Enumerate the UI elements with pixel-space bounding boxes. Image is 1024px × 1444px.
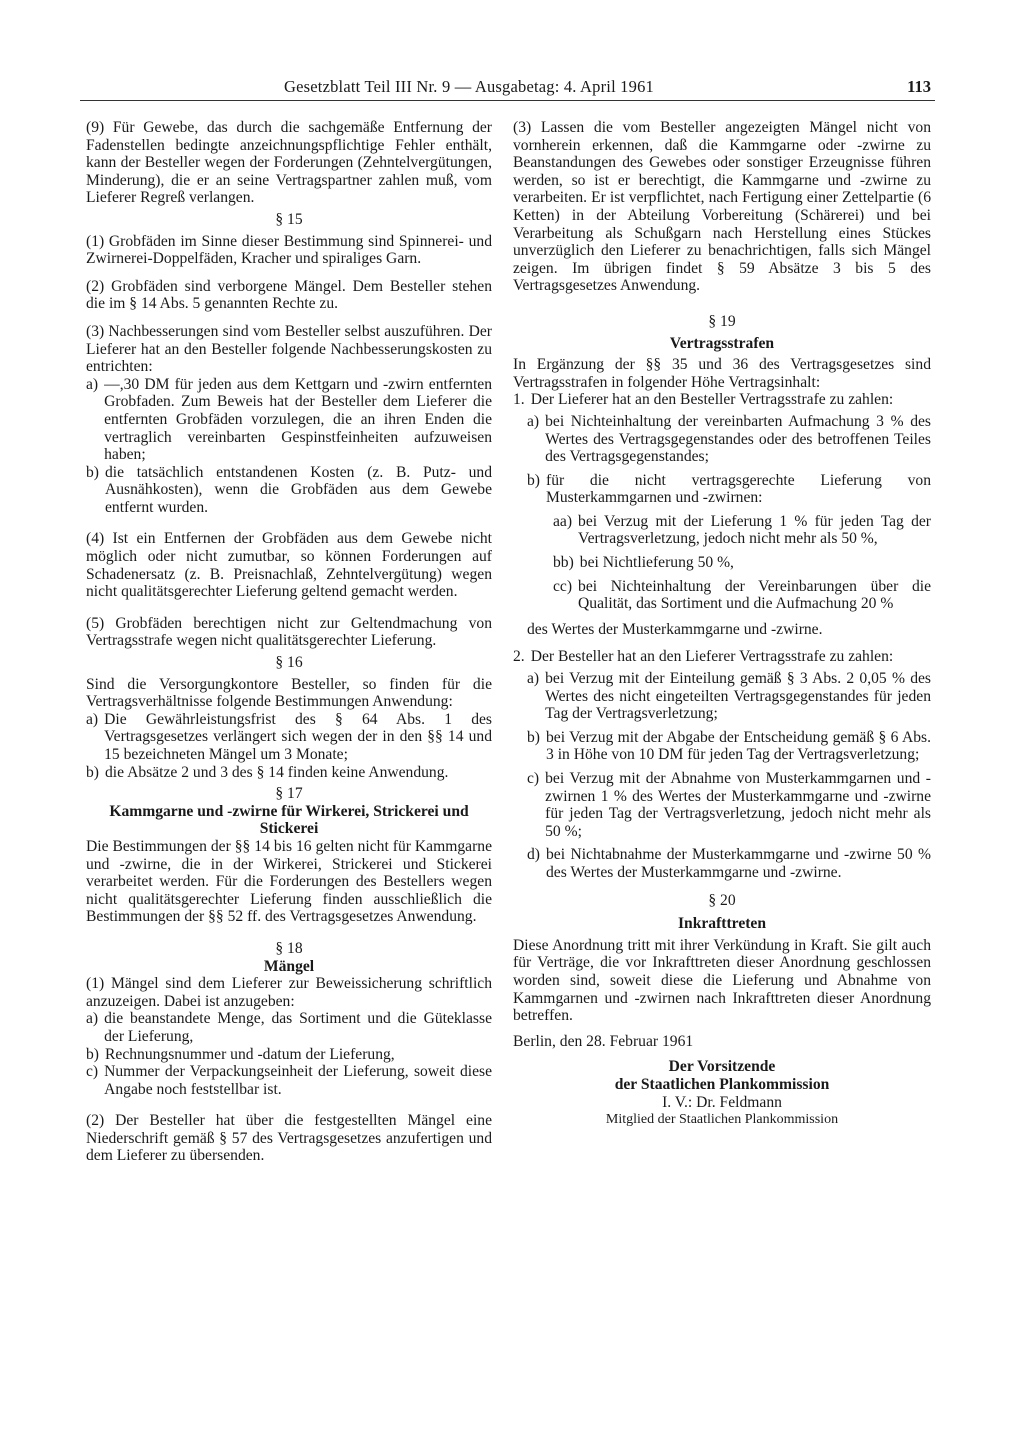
date-line: Berlin, den 28. Februar 1961 xyxy=(513,1032,694,1050)
list-item xyxy=(513,770,931,840)
section-20-title: Inkrafttreten xyxy=(677,915,767,933)
list-text: für die nicht vertragsgerechte Lieferung von Musterkammgarnen und -zwirnen: xyxy=(546,471,931,507)
signature-title: Der Vorsitzende xyxy=(668,1058,776,1076)
list-item xyxy=(513,648,931,666)
list-text: bei Nichtabnahme der Musterkammgarne und -zwirne 50 % des Wertes der Musterkammgarne und -zwirne. xyxy=(546,846,931,881)
section-heading-15: § 15 xyxy=(275,210,303,228)
signature-name: I. V.: Dr. Feldmann xyxy=(662,1093,782,1111)
section-15-paragraph-4: (4) Ist ein Entfernen der Grobfäden aus dem Gewebe nicht möglich oder nicht zumutbar, so können Forderungen auf Schadenersatz (z. B. Preisnachlaß, Zehntelvergütung) wegen nicht qualitätsgerechter Lieferung geltend gemacht werden. xyxy=(86,530,492,601)
section-15-paragraph-2: (2) Grobfäden sind verborgene Mängel. Dem Besteller stehen die im § 14 Abs. 5 genannten Rechte zu. xyxy=(86,277,492,313)
list-label: 2. xyxy=(513,648,525,666)
list-item xyxy=(513,554,931,572)
list-label: a) xyxy=(527,412,540,430)
list-text: die beanstandete Menge, das Sortiment und die Güteklasse der Lieferung, xyxy=(104,1010,492,1045)
list-item xyxy=(86,1046,492,1064)
section-15-paragraph-1: (1) Grobfäden im Sinne dieser Bestimmung sind Spinnerei- und Zwirnerei-Doppelfäden, Kracher und spiraliges Garn. xyxy=(86,232,492,268)
section-18-paragraph-3: (3) Lassen die vom Besteller angezeigten Mängel nicht von vornherein erkennen, daß die Kammgarne oder -zwirne zu Beanstandungen des Gewebes oder sonstiger Erzeugnisse führen werden, so ist er berechtigt, die Kammgarne und -zwirne zu verarbeiten. Er ist verpflichtet, nach Fertigung einer Zettelpartie (6 Ketten) in der Abteilung Vorbereitung (Schärerei) und bei Verarbeitung als Schußgarn nach Herstellung eines Stückes unverzüglich den Lieferer zu benachrichtigen, falls sich Mängel zeigen. Im übrigen findet § 59 Absätze 3 bis 5 des Vertragsgesetzes Anwendung. xyxy=(513,119,931,295)
section-16-intro: Sind die Versorgungkontore Besteller, so finden für die Vertragsverhältnisse folgende Bestimmungen Anwendung: xyxy=(86,675,492,711)
list-text: bei Verzug mit der Abgabe der Entscheidung gemäß § 6 Abs. 3 in Höhe von 10 DM für jeden Tag der Vertragsverletzung; xyxy=(546,728,931,764)
list-text: bei Nichteinhaltung der vereinbarten Aufmachung 3 % des Wertes des Vertragsgegenstandes oder des betroffenen Teiles des Vertragsgegenstandes; xyxy=(545,412,931,466)
list-item xyxy=(86,376,492,464)
list-item xyxy=(513,472,931,507)
list-text: Rechnungsnummer und -datum der Lieferung, xyxy=(105,1045,395,1063)
list-label: d) xyxy=(527,846,540,864)
list-text: Nummer der Verpackungseinheit der Lieferung, soweit diese Angabe noch feststellbar ist. xyxy=(104,1063,492,1098)
section-heading-19: § 19 xyxy=(708,312,736,330)
list-text: bei Verzug mit der Einteilung gemäß § 3 Abs. 2 0,05 % des Wertes des nicht eingeteilten Vertragsgegenstandes für jeden Tag der Vertragsverletzung; xyxy=(545,670,931,723)
section-18-paragraph-2: (2) Der Besteller hat über die festgestellten Mängel eine Niederschrift gemäß § 57 des Vertragsgesetzes anzufertigen und dem Lieferer zu übersenden. xyxy=(86,1112,492,1165)
list-item xyxy=(513,513,931,548)
list-text: Der Lieferer hat an den Besteller Vertragsstrafe zu zahlen: xyxy=(530,391,894,409)
left-column xyxy=(86,119,492,1165)
list-item xyxy=(513,391,931,409)
list-label: a) xyxy=(86,1010,99,1028)
section-heading-20: § 20 xyxy=(708,891,736,909)
list-label: 1. xyxy=(513,391,525,409)
gazette-title: Gesetzblatt Teil III Nr. 9 — Ausgabetag: 4. April 1961 xyxy=(284,77,654,96)
list-label: bb) xyxy=(553,554,574,572)
list-text: bei Nichteinhaltung der Vereinbarungen über die Qualität, das Sortiment und die Aufmachung 20 % xyxy=(578,577,931,613)
list-item xyxy=(513,846,931,881)
section-heading-16: § 16 xyxy=(275,654,303,672)
list-item xyxy=(86,1063,492,1098)
right-column xyxy=(513,119,931,1129)
list-label: aa) xyxy=(553,512,573,530)
list-item xyxy=(513,578,931,613)
list-item xyxy=(86,1010,492,1045)
section-15-paragraph-5: (5) Grobfäden berechtigen nicht zur Geltendmachung von Vertragsstrafe wegen nicht qualitätsgerechter Lieferung. xyxy=(86,614,492,650)
section-17-text: Die Bestimmungen der §§ 14 bis 16 gelten nicht für Kammgarne und -zwirne, die in der Wirkerei, Strickerei und Stickerei verarbeitet werden. Für die Forderungen des Bestellers wegen nicht qualitätsgerechter Lieferung finden ausschließlich die Bestimmungen der §§ 52 ff. des Vertragsgesetzes Anwendung. xyxy=(86,837,492,926)
paragraph-9: (9) Für Gewebe, das durch die sachgemäße Entfernung der Fadenstellen bedingte anzeichnungspflichtige Fehler enthält, kann der Besteller wegen der Forderungen (Zehntelvergütungen, Minderung), die er an seine Vertragspartner zahlen muß, vom Lieferer Regreß verlangen. xyxy=(86,119,492,207)
list-text: die Absätze 2 und 3 des § 14 finden keine Anwendung. xyxy=(105,763,449,781)
section-20-text: Diese Anordnung tritt mit ihrer Verkündung in Kraft. Sie gilt auch für Verträge, die vor Inkrafttreten dieser Anordnung geschlossen worden sind, soweit diese die Lieferung und Abnahme von Kammgarnen und -zwirnen nach Inkrafttreten dieser Anordnung betreffen. xyxy=(513,936,931,1025)
list-label: b) xyxy=(86,1045,99,1063)
list-label: b) xyxy=(527,728,540,746)
section-15-paragraph-3: (3) Nachbesserungen sind vom Besteller selbst auszuführen. Der Lieferer hat an den Besteller folgende Nachbesserungskosten zu entrichten: xyxy=(86,322,492,376)
list-text: bei Nichtlieferung 50 %, xyxy=(579,554,734,572)
list-label: b) xyxy=(86,763,99,781)
list-label: a) xyxy=(86,375,99,393)
page-header xyxy=(80,78,935,101)
list-item xyxy=(513,729,931,764)
list-label: c) xyxy=(527,770,540,787)
list-item xyxy=(86,464,492,517)
signature-office: der Staatlichen Plankommission xyxy=(614,1075,830,1093)
list-item xyxy=(513,413,931,466)
list-text: Der Besteller hat an den Lieferer Vertragsstrafe zu zahlen: xyxy=(530,648,894,666)
signature-role: Mitglied der Staatlichen Plankommission xyxy=(605,1112,839,1128)
section-heading-17: § 17 xyxy=(275,785,303,803)
list-item xyxy=(86,764,492,782)
list-label: b) xyxy=(527,471,540,489)
page-number: 113 xyxy=(907,77,931,96)
list-label: cc) xyxy=(553,577,573,595)
section-19-intro: In Ergänzung der §§ 35 und 36 des Vertragsgesetzes sind Vertragsstrafen in folgender Höhe Vertragsinhalt: xyxy=(513,356,931,391)
section-19-1b-tail: des Wertes der Musterkammgarne und -zwirne. xyxy=(527,620,823,638)
list-label: b) xyxy=(86,463,99,481)
section-17-title: Kammgarne und -zwirne für Wirkerei, Strickerei und Stickerei xyxy=(109,802,469,838)
list-label: a) xyxy=(86,710,99,728)
list-text: bei Verzug mit der Lieferung 1 % für jeden Tag der Vertragsverletzung, jedoch nicht mehr als 50 %, xyxy=(578,512,931,548)
section-18-title: Mängel xyxy=(263,957,315,975)
list-text: die tatsächlich entstandenen Kosten (z. B. Putz- und Ausnähkosten), wenn die Grobfäden aus dem Gewebe entfernt wurden. xyxy=(105,463,492,516)
list-text: bei Verzug mit der Abnahme von Musterkammgarnen und -zwirnen 1 % des Wertes der Musterkammgarne und -zwirne für jeden Tag der Vertragsverletzung, jedoch nicht mehr als 50 %; xyxy=(545,770,931,840)
list-item xyxy=(513,670,931,723)
section-heading-18: § 18 xyxy=(275,939,303,957)
list-text: Die Gewährleistungsfrist des § 64 Abs. 1 des Vertragsgesetzes verlängert sich wegen der in den §§ 14 und 15 bezeichneten Mängel um 3 Monate; xyxy=(104,710,492,763)
list-label: a) xyxy=(527,670,540,688)
list-label: c) xyxy=(86,1063,99,1081)
list-item xyxy=(86,711,492,764)
list-text: —,30 DM für jeden aus dem Kettgarn und -zwirn entfernten Grobfaden. Zum Beweis hat der Besteller dem Lieferer die entfernten Grobfäden vorzulegen, die an ihren Enden die vertraglich vereinbarten Gespinstfeinheiten aufzuweisen haben; xyxy=(104,375,492,464)
section-18-paragraph-1: (1) Mängel sind dem Lieferer zur Beweissicherung schriftlich anzuzeigen. Dabei ist anzugeben: xyxy=(86,975,492,1010)
section-19-title: Vertragsstrafen xyxy=(669,334,775,352)
